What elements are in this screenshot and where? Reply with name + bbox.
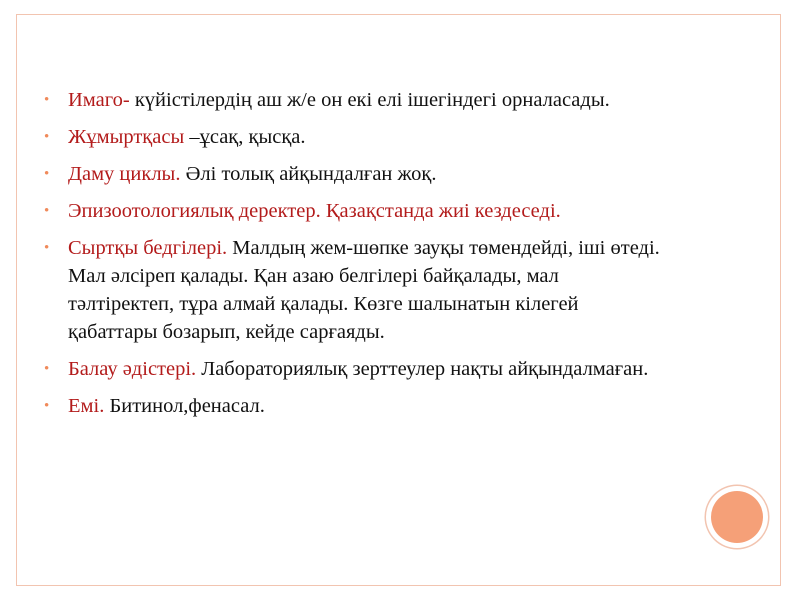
bullet-icon: • bbox=[44, 361, 50, 377]
list-item bbox=[44, 160, 664, 188]
bullet-icon: • bbox=[44, 203, 50, 219]
list-item bbox=[44, 123, 664, 151]
item-text: Малдың жем-шөпке зауқы төмендейді, іші өтеді. Мал әлсіреп қалады. Қан азаю белгілері байқалады, мал тәлтіректеп, тұра алмай қалады. Көзге шалынатын кілегей қабаттары бозарып, кейде сарғаяды. bbox=[68, 237, 660, 343]
item-label: Эпизоотологиялық деректер. Қазақстанда жиі кездеседі. bbox=[68, 200, 561, 222]
item-text: Лабораториялық зерттеулер нақты айқындалмаған. bbox=[196, 358, 649, 380]
item-label: Жұмыртқасы bbox=[68, 126, 185, 148]
item-text: –ұсақ, қысқа. bbox=[184, 126, 306, 148]
bullet-list bbox=[44, 86, 664, 429]
item-label: Имаго- bbox=[68, 89, 130, 111]
item-text: күйістілердің аш ж/е он екі елі ішегіндегі орналасады. bbox=[129, 89, 610, 111]
bullet-icon: • bbox=[44, 92, 50, 108]
list-item bbox=[44, 234, 664, 346]
item-label: Емі. bbox=[68, 395, 105, 417]
item-text: Әлі толық айқындалған жоқ. bbox=[180, 163, 437, 185]
list-item bbox=[44, 197, 664, 225]
item-label: Сыртқы бедгілері. bbox=[68, 237, 228, 259]
list-item bbox=[44, 392, 664, 420]
list-item bbox=[44, 355, 664, 383]
bullet-icon: • bbox=[44, 129, 50, 145]
bullet-icon: • bbox=[44, 240, 50, 256]
item-text: Битинол,фенасал. bbox=[104, 395, 265, 417]
decorative-circle bbox=[711, 491, 763, 543]
item-label: Даму циклы. bbox=[68, 163, 181, 185]
bullet-icon: • bbox=[44, 166, 50, 182]
bullet-icon: • bbox=[44, 398, 50, 414]
item-label: Балау әдістері. bbox=[68, 358, 197, 380]
list-item bbox=[44, 86, 664, 114]
